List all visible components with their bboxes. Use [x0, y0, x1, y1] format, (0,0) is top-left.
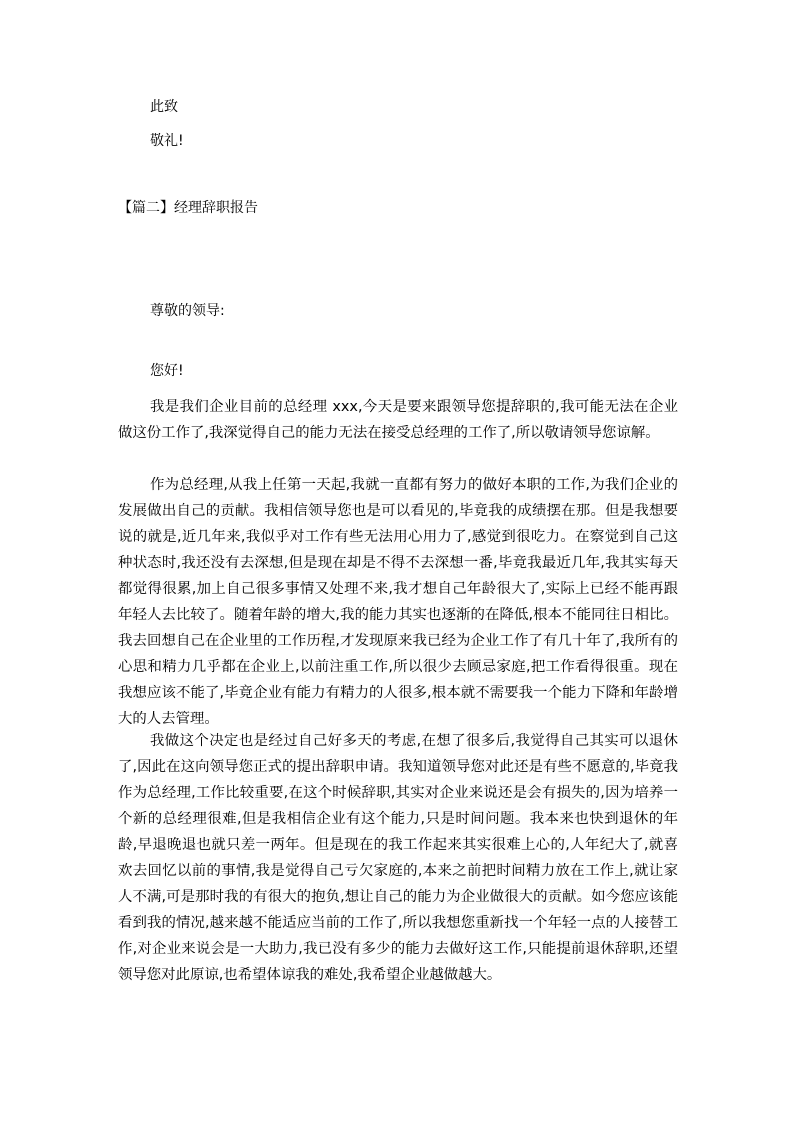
section-heading: 【篇二】经理辞职报告: [118, 200, 258, 216]
body-paragraph-2: 作为总经理,从我上任第一天起,我就一直都有努力的做好本职的工作,为我们企业的发展做出自己的贡献。我相信领导您也是可以看见的,毕竟我的成绩摆在那。但是我想要说的就是,近几年来,我似乎对工作有些无法用心用力了,感觉到很吃力。在察觉到自己这种状态时,我还没有去深想,但是现在却是不得不去深想一番,毕竟我最近几年,我其实每天都觉得很累,加上自己很多事情又处理不来,我才想自己年龄很大了,实际上已经不能再跟年轻人去比较了。随着年龄的增大,我的能力其实也逐渐的在降低,根本不能同往日相比。我去回想自己在企业里的工作历程,才发现原来我已经为企业工作了有几十年了,我所有的心思和精力几乎都在企业上,以前注重工作,所以很少去顾忌家庭,把工作看得很重。现在我想应该不能了,毕竟企业有能力有精力的人很多,根本就不需要我一个能力下降和年龄增大的人去管理。: [118, 477, 678, 727]
letter-greeting: 您好!: [150, 363, 184, 379]
body-paragraph-1: 我是我们企业目前的总经理 xxx,今天是要来跟领导您提辞职的,我可能无法在企业做这份工作了,我深觉得自己的能力无法在接受总经理的工作了,所以敬请领导您谅解。: [118, 399, 678, 441]
closing-line-1: 此致: [150, 99, 178, 115]
body-paragraph-3: 我做这个决定也是经过自己好多天的考虑,在想了很多后,我觉得自己其实可以退休了,因此在这向领导您正式的提出辞职申请。我知道领导您对此还是有些不愿意的,毕竟我作为总经理,工作比较重要,在这个时候辞职,其实对企业来说还是会有损失的,因为培养一个新的总经理很难,但是我相信企业有这个能力,只是时间问题。我本来也快到退休的年龄,早退晚退也就只差一两年。但是现在的我工作起来其实很难上心的,人年纪大了,就喜欢去回忆以前的事情,我是觉得自己亏欠家庭的,本来之前把时间精力放在工作上,就让家人不满,可是那时我的有很大的抱负,想让自己的能力为企业做很大的贡献。如今您应该能看到我的情况,越来越不能适应当前的工作了,所以我想您重新找一个年轻一点的人接替工作,对企业来说会是一大助力,我已没有多少的能力去做好这工作,只能提前退休辞职,还望领导您对此原谅,也希望体谅我的难处,我希望企业越做越大。: [118, 733, 678, 983]
closing-line-2: 敬礼!: [150, 133, 184, 149]
letter-salutation: 尊敬的领导:: [150, 303, 225, 319]
